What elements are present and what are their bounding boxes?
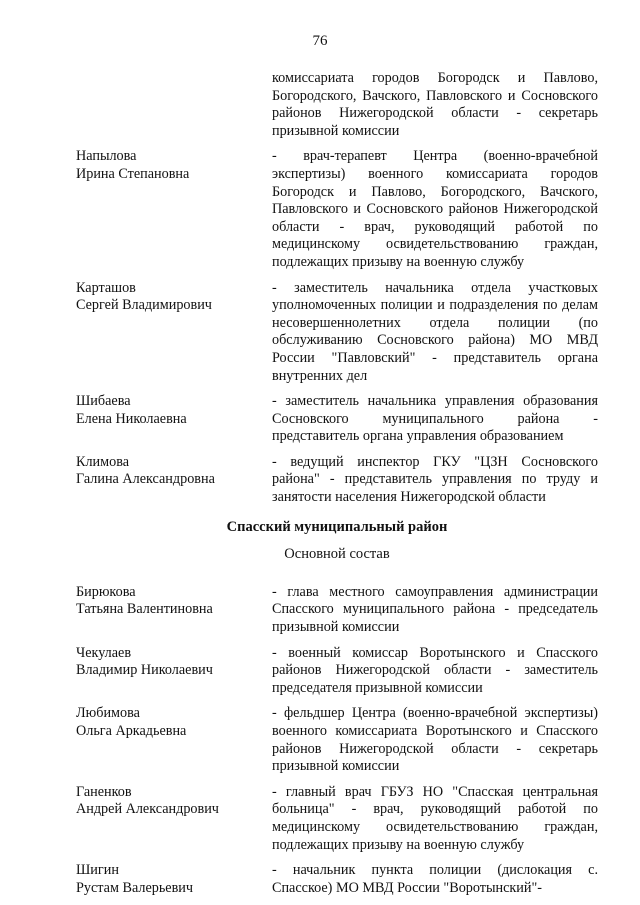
page-number: 76 xyxy=(312,33,328,49)
section-title: Спасский муниципальный район xyxy=(226,518,448,535)
list-item xyxy=(76,784,598,854)
member-name: Шигин Рустам Валерьевич xyxy=(76,862,194,896)
member-name: Шибаева Елена Николаевна xyxy=(76,393,187,427)
list-item xyxy=(76,705,598,775)
member-name: Климова Галина Александровна xyxy=(76,453,215,488)
member-role: - врач-терапевт Центра (военно-врачебной экспертизы) военного комиссариата городов Богородск и Павлово, Богородского, Вачского, Павловского и Сосновского районов Нижегородской области - врач, руководящий работой по медицинскому освидетельствованию граждан, подлежащих призыву на военную службу xyxy=(272,148,598,270)
list-item xyxy=(76,393,598,446)
member-name: Ганенков Андрей Александрович xyxy=(76,783,219,818)
member-role: - главный врач ГБУЗ НО "Спасская центральная больница" - врач, руководящий работой по медицинскому освидетельствованию граждан, подлежащих призыву на военную службу xyxy=(272,783,598,853)
member-role: - заместитель начальника отдела участковых уполномоченных полиции и подразделения по делам несовершеннолетних отдела полиции (по обслуживанию Сосновского района) МО МВД России "Павловский" - представитель органа внутренних дел xyxy=(272,279,598,384)
commission-list xyxy=(76,70,598,905)
list-item xyxy=(76,862,598,897)
member-role: - ведущий инспектор ГКУ "ЦЗН Сосновского района" - представитель управления по труду и занятости населения Нижегородской области xyxy=(272,453,598,506)
member-role: - начальник пункта полиции (дислокация с. Спасское) МО МВД России "Воротынский"- xyxy=(272,862,598,896)
list-item xyxy=(76,645,598,698)
member-name: Чекулаев Владимир Николаевич xyxy=(76,644,213,679)
member-name: Напылова Ирина Степановна xyxy=(76,148,190,182)
member-role: - военный комиссар Воротынского и Спасского районов Нижегородской области - заместитель председателя призывной комиссии xyxy=(272,644,598,696)
list-item-continuation xyxy=(76,70,598,140)
member-name: Бирюкова Татьяна Валентиновна xyxy=(76,583,213,618)
list-item xyxy=(76,584,598,637)
list-item xyxy=(76,280,598,386)
list-item xyxy=(76,148,598,271)
member-role: - фельдшер Центра (военно-врачебной экспертизы) военного комиссариата Воротынского и Спасского районов Нижегородской области - секретарь призывной комиссии xyxy=(272,705,598,775)
member-role: комиссариата городов Богородск и Павлово, Богородского, Вачского, Павловского и Сосновского районов Нижегородской области - секретарь призывной комиссии xyxy=(272,70,598,139)
member-name: Карташов Сергей Владимирович xyxy=(76,279,212,314)
list-item xyxy=(76,454,598,507)
member-name-empty xyxy=(76,70,272,140)
member-name: Любимова Ольга Аркадьевна xyxy=(76,705,187,739)
member-role: - заместитель начальника управления образования Сосновского муниципального района - представитель органа управления образованием xyxy=(272,393,598,445)
member-role: - глава местного самоуправления администрации Спасского муниципального района - председатель призывной комиссии xyxy=(272,583,598,636)
subsection-title: Основной состав xyxy=(284,546,390,563)
